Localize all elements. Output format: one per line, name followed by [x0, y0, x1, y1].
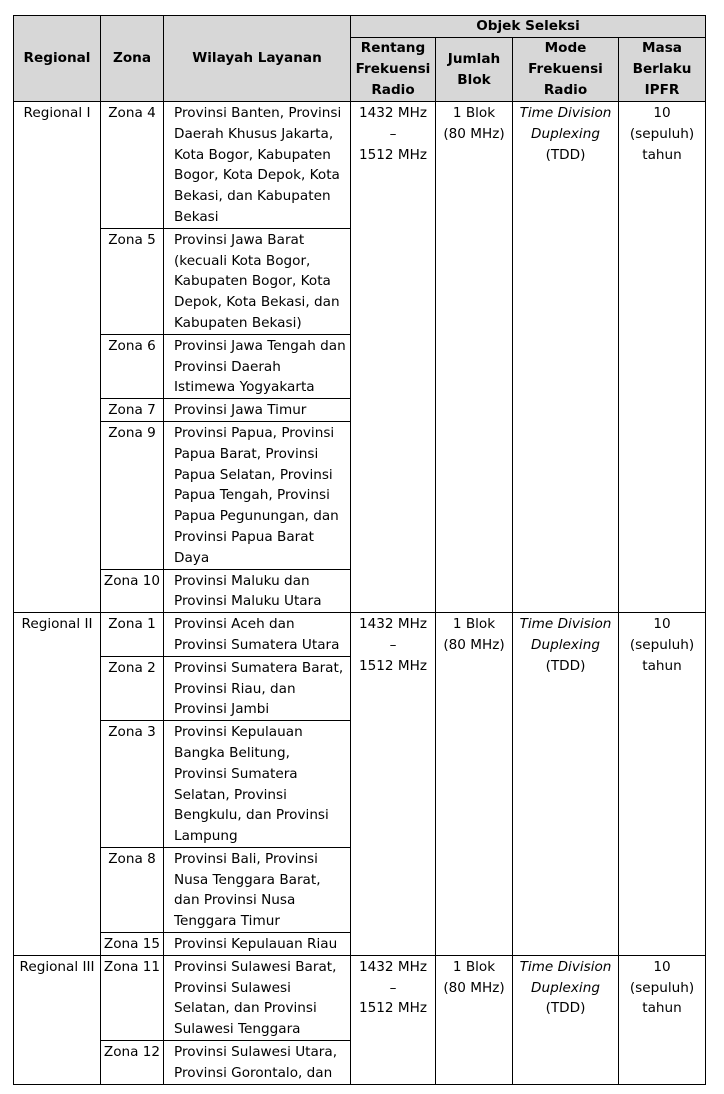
wilayah-cell: Provinsi Sulawesi Barat, Provinsi Sulawesi Selatan, dan Provinsi Sulawesi Tenggara: [164, 955, 351, 1040]
mode-italic: Time Division Duplexing: [519, 105, 612, 142]
wilayah-cell: Provinsi Aceh dan Provinsi Sumatera Utara: [164, 613, 351, 657]
zona-cell: Zona 12: [101, 1041, 164, 1085]
rentang-cell: [351, 613, 436, 956]
header-regional: Regional: [14, 16, 101, 102]
selection-table: [13, 15, 706, 1085]
mode-suffix: (TDD): [545, 146, 586, 163]
wilayah-cell: Provinsi Kepulauan Riau: [164, 933, 351, 956]
jumlah-line: (80 MHz): [443, 979, 505, 996]
table-row: [14, 955, 706, 1040]
rentang-line: 1512 MHz: [358, 1000, 427, 1017]
masa-cell: [619, 613, 706, 956]
wilayah-cell: Provinsi Banten, Provinsi Daerah Khusus Jakarta, Kota Bogor, Kabupaten Bogor, Kota Depok, Kota Bekasi, dan Kabupaten Bekasi: [164, 102, 351, 229]
mode-italic: Time Division Duplexing: [519, 958, 612, 996]
regional-cell: Regional II: [14, 613, 101, 956]
masa-line: (sepuluh): [629, 125, 695, 142]
rentang-line: –: [389, 125, 397, 142]
wilayah-cell: Provinsi Maluku dan Provinsi Maluku Utara: [164, 569, 351, 613]
mode-cell: [513, 613, 619, 956]
header-mode: Mode Frekuensi Radio: [513, 38, 619, 102]
rentang-line: 1432 MHz: [358, 616, 427, 633]
jumlah-cell: [436, 102, 513, 613]
rentang-cell: [351, 955, 436, 1084]
wilayah-cell: Provinsi Jawa Timur: [164, 399, 351, 422]
masa-line: (sepuluh): [629, 636, 695, 653]
masa-line: tahun: [642, 1000, 682, 1017]
zona-cell: Zona 8: [101, 847, 164, 932]
table-row: [14, 102, 706, 229]
mode-cell: [513, 102, 619, 613]
wilayah-cell: Provinsi Sulawesi Utara, Provinsi Gorontalo, dan: [164, 1041, 351, 1085]
jumlah-line: 1 Blok: [452, 958, 496, 975]
rentang-cell: [351, 102, 436, 613]
jumlah-cell: [436, 613, 513, 956]
header-masa: Masa Berlaku IPFR: [619, 38, 706, 102]
zona-cell: Zona 10: [101, 569, 164, 613]
rentang-line: 1512 MHz: [358, 146, 427, 163]
rentang-line: 1432 MHz: [358, 105, 427, 121]
table-body: [14, 102, 706, 1085]
jumlah-line: (80 MHz): [443, 125, 505, 142]
masa-line: 10: [653, 105, 671, 121]
masa-line: 10: [653, 616, 671, 633]
mode-suffix: (TDD): [545, 1000, 586, 1017]
jumlah-line: (80 MHz): [443, 636, 505, 653]
zona-cell: Zona 4: [101, 102, 164, 229]
header-jumlah: Jumlah Blok: [436, 38, 513, 102]
wilayah-cell: Provinsi Kepulauan Bangka Belitung, Provinsi Sumatera Selatan, Provinsi Bengkulu, dan Provinsi Lampung: [164, 721, 351, 848]
regional-cell: Regional III: [14, 955, 101, 1084]
rentang-line: 1512 MHz: [358, 657, 427, 674]
masa-line: (sepuluh): [629, 979, 695, 996]
masa-line: 10: [653, 958, 671, 975]
zona-cell: Zona 11: [101, 955, 164, 1040]
zona-cell: Zona 5: [101, 228, 164, 334]
wilayah-cell: Provinsi Jawa Tengah dan Provinsi Daerah Istimewa Yogyakarta: [164, 334, 351, 398]
masa-cell: [619, 102, 706, 613]
header-zona: Zona: [101, 16, 164, 102]
header-rentang: Rentang Frekuensi Radio: [351, 38, 436, 102]
wilayah-cell: Provinsi Papua, Provinsi Papua Barat, Provinsi Papua Selatan, Provinsi Papua Tengah, Provinsi Papua Pegunungan, dan Provinsi Papua Barat Daya: [164, 421, 351, 569]
zona-cell: Zona 9: [101, 421, 164, 569]
masa-line: tahun: [642, 146, 682, 163]
wilayah-cell: Provinsi Jawa Barat (kecuali Kota Bogor, Kabupaten Bogor, Kota Depok, Kota Bekasi, dan Kabupaten Bekasi): [164, 228, 351, 334]
mode-italic: Time Division Duplexing: [519, 616, 612, 653]
zona-cell: Zona 3: [101, 721, 164, 848]
zona-cell: Zona 2: [101, 656, 164, 720]
header-wilayah: Wilayah Layanan: [164, 16, 351, 102]
rentang-line: –: [389, 636, 397, 653]
zona-cell: Zona 7: [101, 399, 164, 422]
rentang-line: –: [389, 979, 397, 996]
header-objek-seleksi: Objek Seleksi: [351, 16, 706, 38]
zona-cell: Zona 1: [101, 613, 164, 657]
wilayah-cell: Provinsi Bali, Provinsi Nusa Tenggara Barat, dan Provinsi Nusa Tenggara Timur: [164, 847, 351, 932]
mode-cell: [513, 955, 619, 1084]
table-row: [14, 613, 706, 657]
masa-line: tahun: [642, 657, 682, 674]
jumlah-line: 1 Blok: [452, 105, 496, 121]
regional-cell: Regional I: [14, 102, 101, 613]
zona-cell: Zona 15: [101, 933, 164, 956]
jumlah-cell: [436, 955, 513, 1084]
masa-cell: [619, 955, 706, 1084]
wilayah-cell: Provinsi Sumatera Barat, Provinsi Riau, dan Provinsi Jambi: [164, 656, 351, 720]
rentang-line: 1432 MHz: [358, 958, 427, 975]
mode-suffix: (TDD): [545, 657, 586, 674]
jumlah-line: 1 Blok: [452, 616, 496, 633]
zona-cell: Zona 6: [101, 334, 164, 398]
